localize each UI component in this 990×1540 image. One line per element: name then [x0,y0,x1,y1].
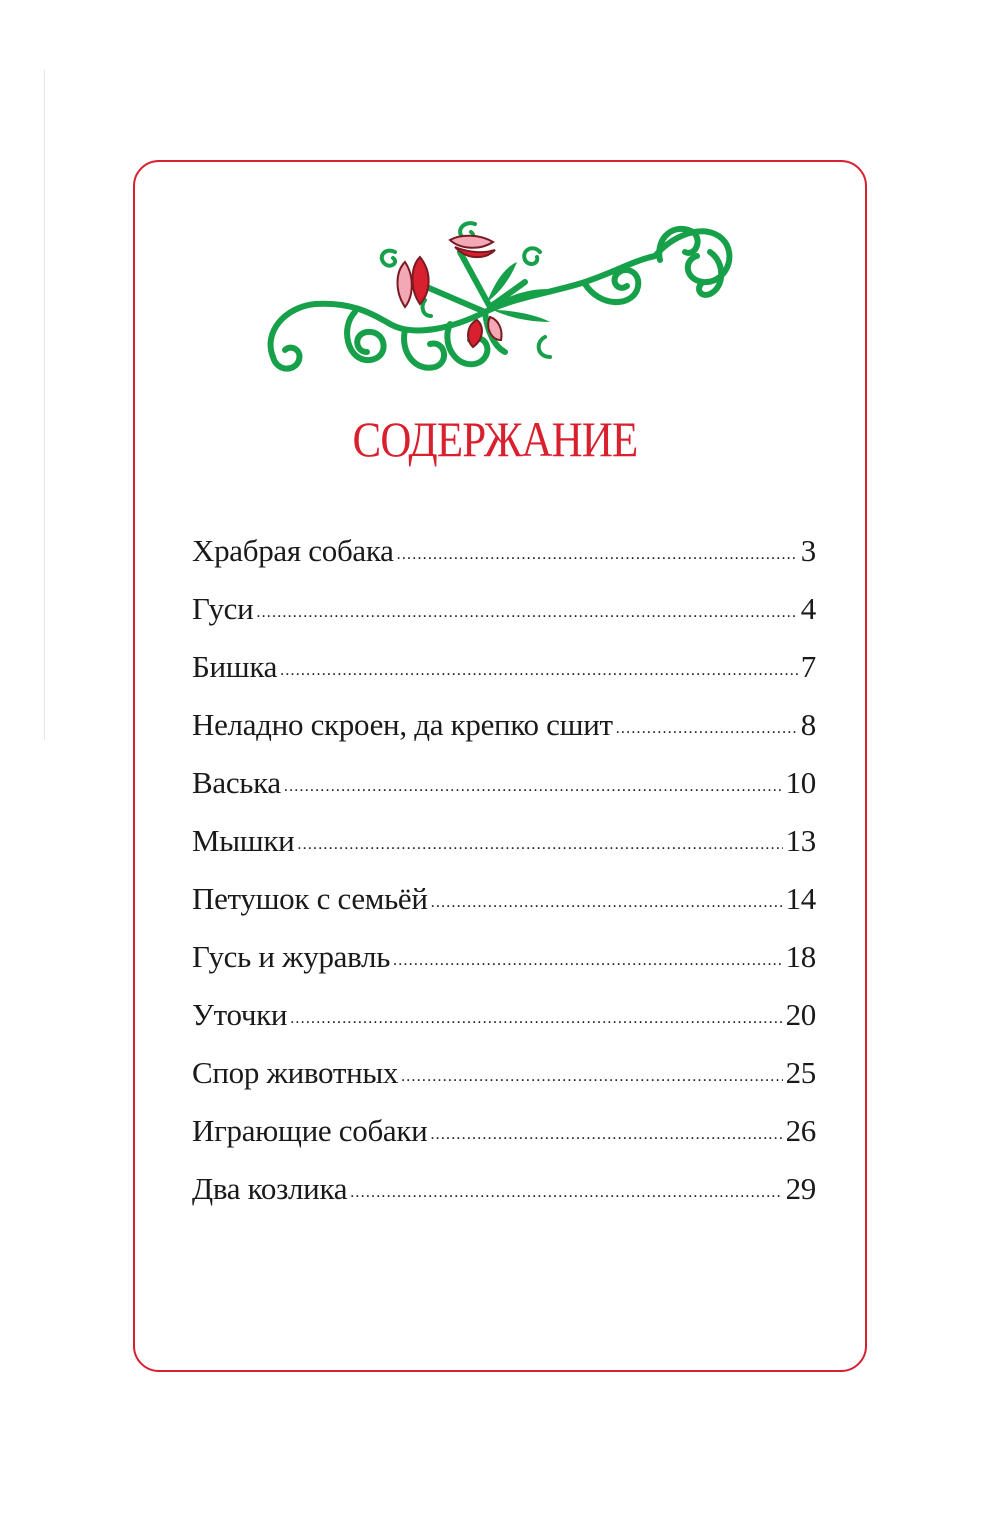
toc-entry-title: Гуси [192,591,254,626]
toc-entry-title: Васька [192,765,281,800]
toc-entry-title: Спор животных [192,1055,399,1090]
toc-dot-leader [393,952,783,970]
toc-entry-page: 18 [785,939,816,974]
toc-entry-page: 20 [785,997,816,1032]
toc-entry-page: 8 [800,707,816,742]
toc-entry[interactable] [192,823,816,881]
toc-dot-leader [280,662,798,680]
toc-entry-page: 29 [785,1171,816,1206]
toc-entry[interactable] [192,881,816,939]
page-edge-line [44,70,45,740]
toc-entry[interactable] [192,939,816,997]
toc-dot-leader [290,1010,782,1028]
toc-entry-title: Бишка [192,649,278,684]
toc-entry-title: Гусь и журавль [192,939,391,974]
table-of-contents [192,533,816,1229]
toc-dot-leader [616,720,798,738]
toc-entry[interactable] [192,707,816,765]
toc-entry-page: 4 [800,591,816,626]
toc-dot-leader [431,894,783,912]
toc-entry-page: 14 [785,881,816,916]
toc-dot-leader [256,604,797,622]
floral-vine-ornament-icon [255,212,755,402]
toc-entry[interactable] [192,591,816,649]
toc-entry-title: Уточки [192,997,288,1032]
toc-entry-title: Мышки [192,823,295,858]
toc-entry-page: 13 [785,823,816,858]
toc-dot-leader [297,836,782,854]
toc-entry[interactable] [192,649,816,707]
toc-entry[interactable] [192,1171,816,1229]
toc-entry-title: Петушок с семьёй [192,881,428,916]
toc-entry[interactable] [192,1055,816,1113]
toc-entry[interactable] [192,997,816,1055]
toc-entry-title: Играющие собаки [192,1113,428,1148]
toc-entry-page: 25 [785,1055,816,1090]
toc-entry-title: Два козлика [192,1171,348,1206]
page-title: СОДЕРЖАНИЕ [352,411,638,467]
toc-dot-leader [284,778,783,796]
toc-entry-title: Неладно скроен, да крепко сшит [192,707,613,742]
toc-entry-page: 26 [785,1113,816,1148]
toc-entry-page: 10 [785,765,816,800]
toc-dot-leader [401,1068,782,1086]
toc-dot-leader [350,1184,782,1202]
toc-entry-page: 3 [800,533,816,568]
toc-entry[interactable] [192,765,816,823]
toc-entry-title: Храбрая собака [192,533,394,568]
toc-dot-leader [430,1126,782,1144]
toc-dot-leader [397,546,798,564]
toc-entry[interactable] [192,533,816,591]
toc-entry[interactable] [192,1113,816,1171]
toc-entry-page: 7 [800,649,816,684]
